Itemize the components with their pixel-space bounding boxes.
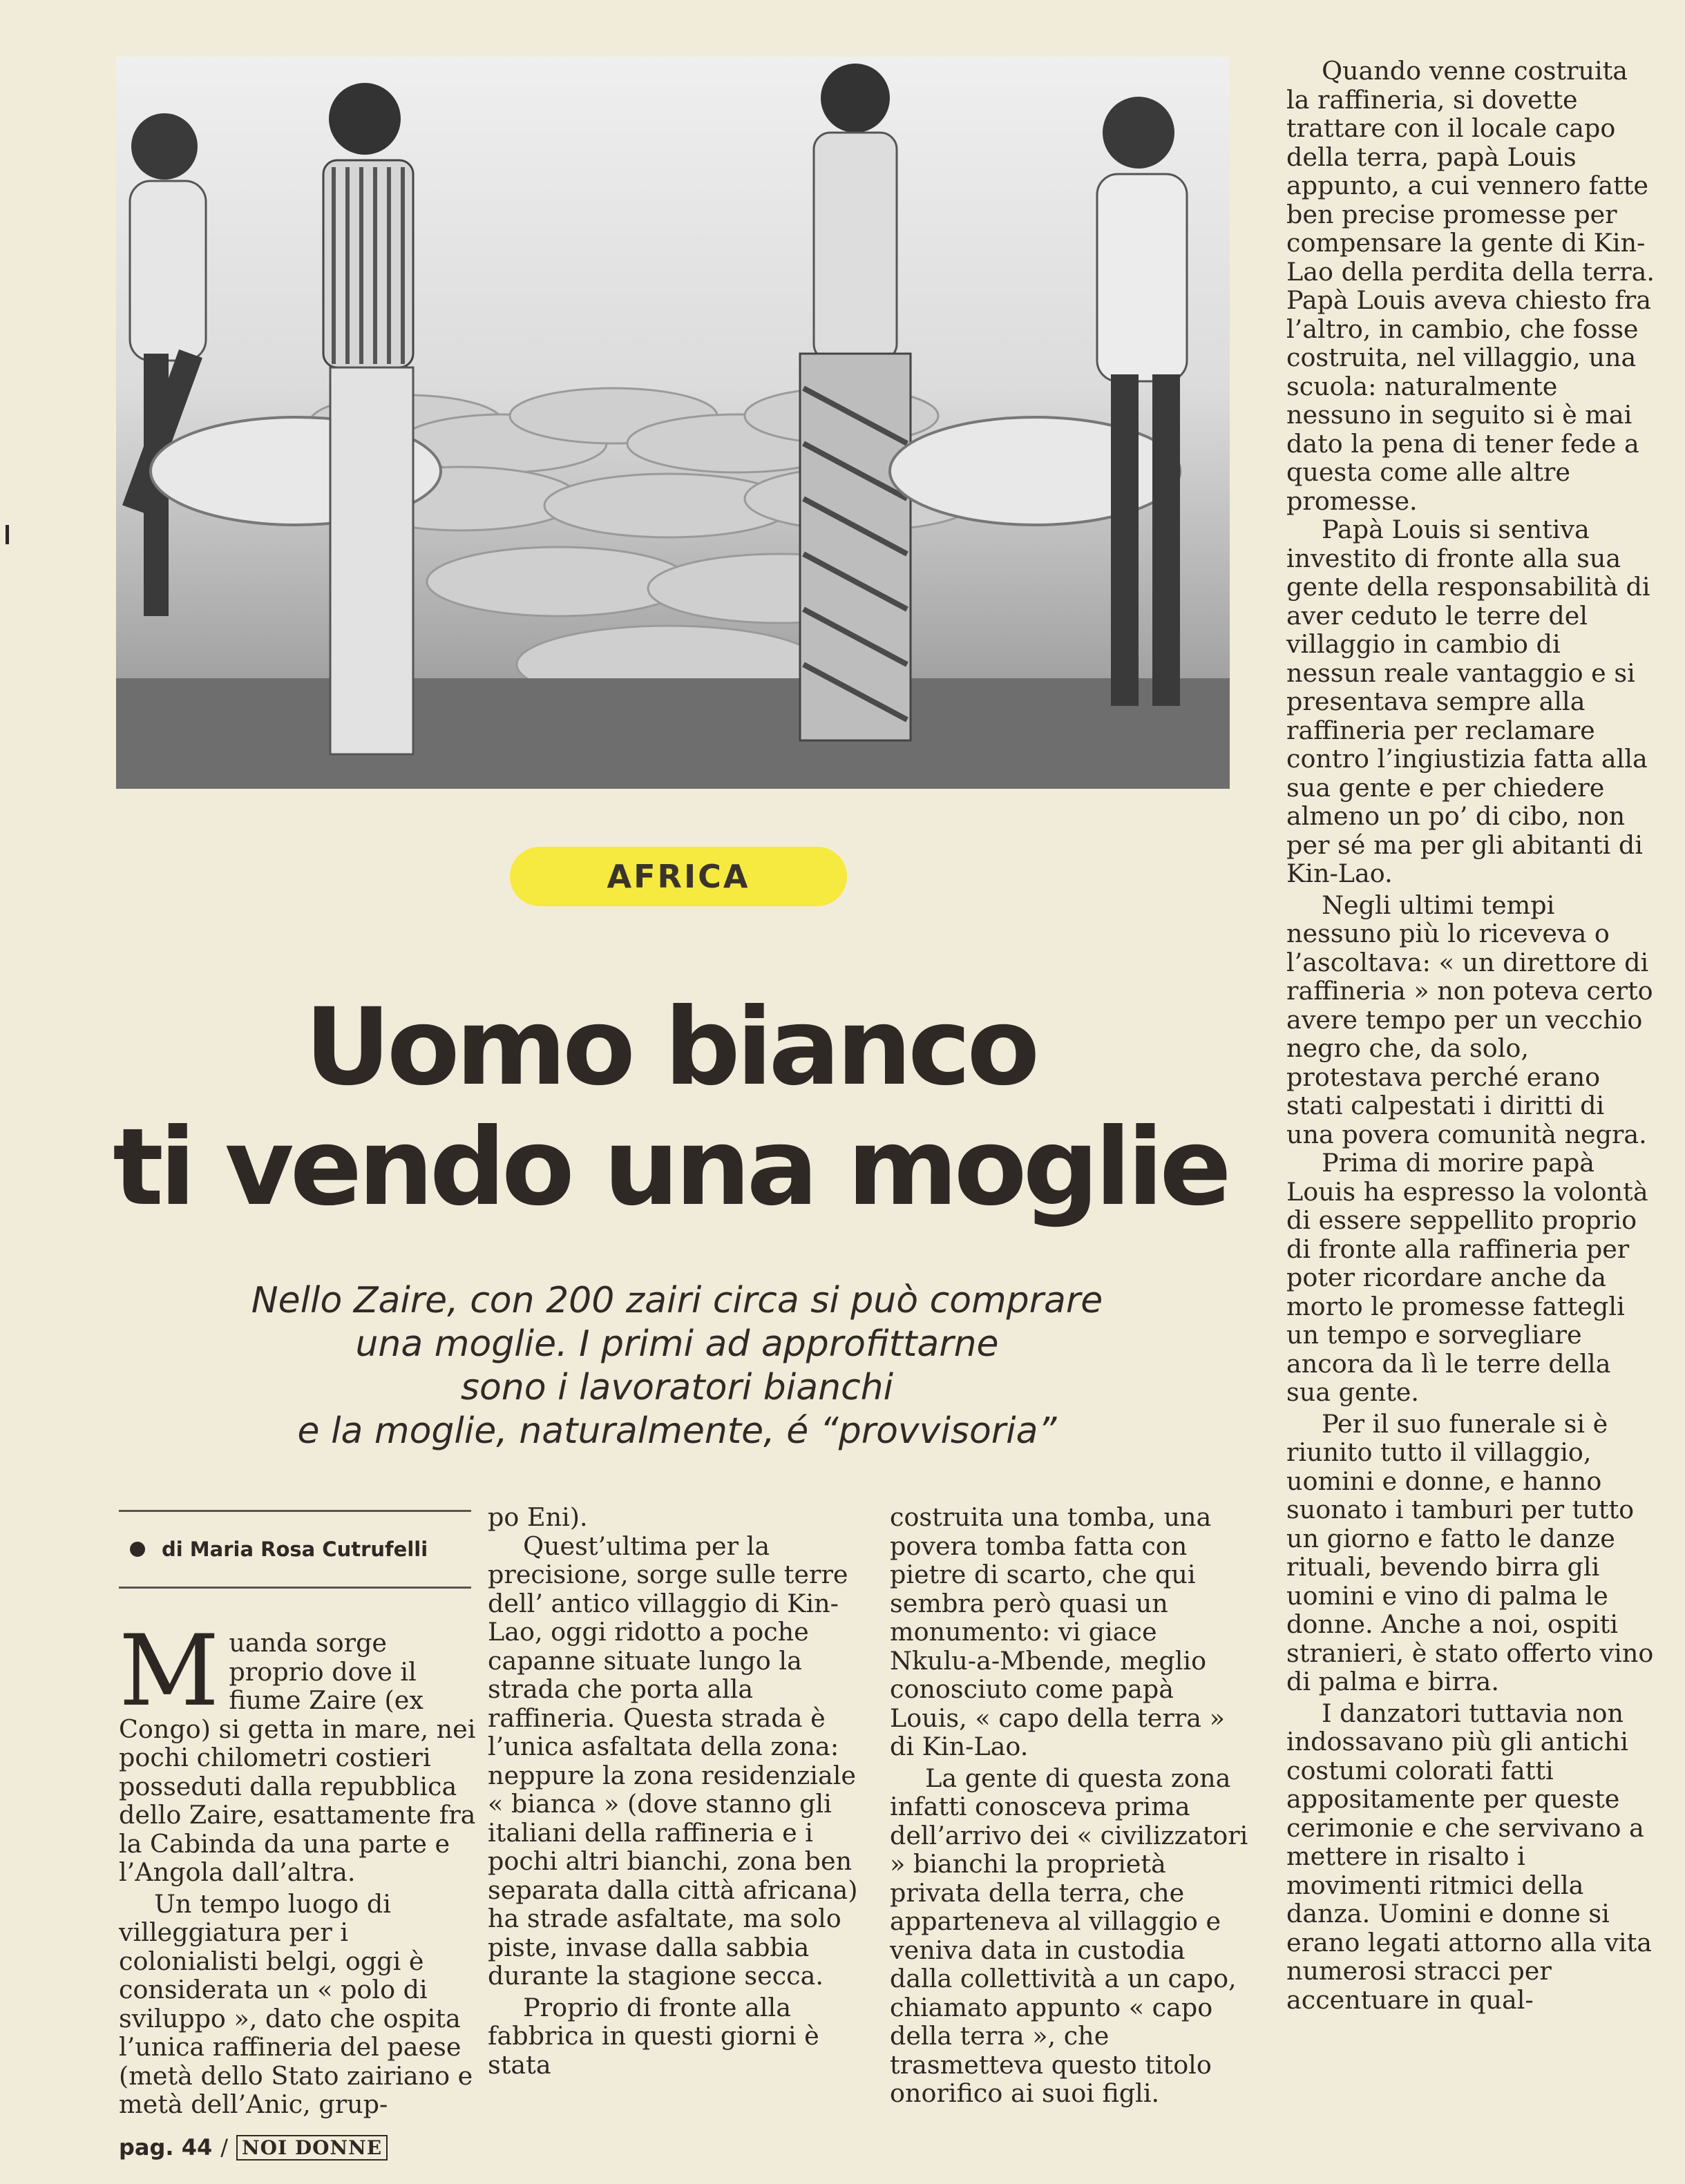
deck-line-3: sono i lavoratori bianchi [460, 1367, 894, 1408]
paragraph: Quando venne costruita la raffineria, si dovette trattare con il locale capo della terra, papà Louis appunto, a cui vennero fatte ben precise promesse per compensare la gente di Kin-Lao della perdita della terra. Papà Louis aveva chiesto fra l’altro, in cambio, che fosse costruita, nel villaggio, una scuola: naturalmente nessuno in seguito si è mai dato la pena di tener fede a questa come alle altre promesse. [1286, 56, 1655, 516]
article-column-2 [488, 1503, 866, 2079]
article-column-3 [890, 1503, 1249, 2108]
paragraph: I danzatori tuttavia non indossavano più gli antichi costumi colorati fatti appositamente per queste cerimonie e che servivano a mettere in risalto i movimenti ritmici della danza. Uomini e donne si erano legati attorno alla vita numerosi stracci per accentuare in qual- [1286, 1698, 1653, 2015]
headline-line-2: ti vendo una moglie [113, 1106, 1228, 1229]
page-number: pag. 44 [119, 2134, 213, 2161]
paragraph: Negli ultimi tempi nessuno più lo riceveva o l’ascoltava: « un direttore di raffineria » non poteva certo avere tempo per un vecchio negro che, da solo, protestava perché erano stati calpestati i diritti di una povera comunità negra. [1286, 890, 1653, 1149]
byline-text: di Maria Rosa Cutrufelli [162, 1538, 428, 1561]
article-photo [116, 57, 1230, 789]
paragraph: Papà Louis si sentiva investito di fronte alla sua gente della responsabilità di aver ceduto le terre del villaggio in cambio di nessun reale vantaggio e si presentava sempre alla raffineria per reclamare contro l’ingiustizia fatta alla sua gente e per chiedere almeno un po’ di cibo, non per sé ma per gli abitanti di Kin-Lao. [1286, 515, 1650, 888]
paragraph: costruita una tomba, una povera tomba fatta con pietre di scarto, che qui sembra però quasi un monumento: vi giace Nkulu-a-Mbende, meglio conosciuto come papà Louis, « capo della terra » di Kin-Lao. [890, 1502, 1225, 1761]
paragraph: Quest’ultima per la precisione, sorge sulle terre dell’ antico villaggio di Kin-Lao, oggi ridotto a poche capanne situate lungo la strada che porta alla raffineria. Questa strada è l’unica asfaltata della zona: neppure la zona residenziale « bianca » (dove stanno gli italiani della raffineria e i pochi altri bianchi, zona ben separata dalla città africana) ha strade asfaltate, ma solo piste, invase dalla sabbia durante la stagione secca. [488, 1531, 858, 1991]
paragraph: Per il suo funerale si è riunito tutto il villaggio, uomini e donne, e hanno suonato i tamburi per tutto un giorno e fatto le danze rituali, bevendo birra gli uomini e vino di palma le donne. Anche a noi, ospiti stranieri, è stato offerto vino di palma e birra. [1286, 1408, 1654, 1696]
headline-line-1: Uomo bianco [304, 986, 1036, 1109]
bullet-icon [130, 1542, 145, 1557]
paragraph: Prima di morire papà Louis ha espresso la volontà di essere seppellito proprio di fronte alla raffineria per poter ricordare anche da morto le promesse fattegli un tempo e sorvegliare ancora da lì le terre della sua gente. [1286, 1148, 1648, 1407]
margin-mark [6, 525, 9, 544]
photo-women-carrying-sacks-icon [116, 57, 1230, 789]
deck [117, 1279, 1237, 1453]
paragraph: Proprio di fronte alla fabbrica in questi giorni è stata [488, 1992, 819, 2080]
deck-line-1: Nello Zaire, con 200 zairi circa si può comprare [251, 1280, 1103, 1321]
page-footer [119, 2134, 388, 2161]
paragraph: Un tempo luogo di villeggiatura per i colonialisti belgi, oggi è considerata un « polo di sviluppo », dato che ospita l’unica raffineria del paese (metà dello Stato zairiano e metà dell’Anic, grup- [119, 1888, 473, 2119]
paragraph [119, 1614, 478, 1887]
deck-line-4: e la moglie, naturalmente, é “provvisoria” [297, 1410, 1057, 1452]
drop-cap: M [119, 1614, 220, 1728]
deck-line-2: una moglie. I primi ad approfittarne [355, 1323, 999, 1365]
magazine-logo: NOI DONNE [236, 2135, 388, 2161]
section-kicker: AFRICA [510, 847, 847, 906]
paragraph: La gente di questa zona infatti conosceva prima dell’arrivo dei « civilizzatori » bianchi la proprietà privata della terra, che apparteneva al villaggio e veniva data in custodia dalla collettività a un capo, chiamato appunto « capo della terra », che trasmetteva questo titolo onorifico ai suoi figli. [890, 1763, 1248, 2108]
article-column-4 [1286, 57, 1657, 2014]
headline [104, 988, 1237, 1228]
footer-separator: / [220, 2134, 229, 2161]
article-column-1 [119, 1614, 478, 2119]
paragraph: po Eni). [488, 1502, 588, 1532]
byline [119, 1510, 471, 1589]
paragraph-text: uanda sorge proprio dove il fiume Zaire (ex Congo) si getta in mare, nei pochi chilometri costieri posseduti dalla repubblica dello Zaire, esattamente fra la Cabinda da una parte e l’Angola dall’altra. [119, 1628, 476, 1887]
